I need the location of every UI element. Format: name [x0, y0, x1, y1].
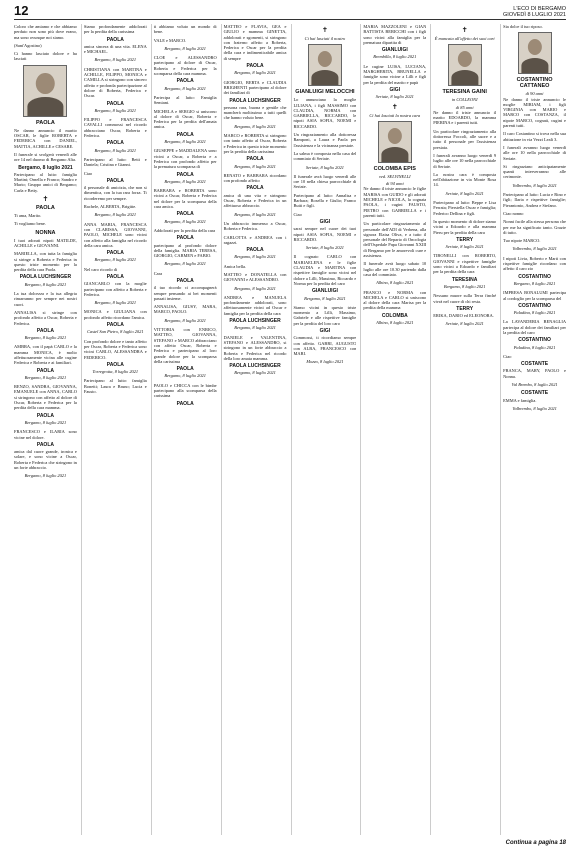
- notice-sig: GIGI: [389, 86, 401, 93]
- column-6: [360, 24, 426, 835]
- notice-age: di 90 anni: [525, 91, 544, 97]
- notice-text: VALE e MARCO.: [153, 37, 187, 43]
- notice-text: CHRISTIANA con MARTINA e ACHILLE, FILIPPO, MONICA e CAMILLA si stringono con sincero affetto e profonda partecipazione al dolore di Roberta, Federica e Oscar.: [83, 66, 147, 99]
- notice-text: La nostra cara è composta nell'abitazione in via Monte Rosa 14.: [433, 171, 497, 188]
- cross-icon: ✝: [42, 195, 49, 204]
- notice-date: Albino, 8 luglio 2021: [376, 319, 414, 325]
- notice-text: CARLOTTA e ANDREA con i ragazzi.: [223, 234, 287, 245]
- notice-text: La salma è composta nella casa del commiato di Seriate.: [293, 150, 357, 162]
- notice-text: Con profondo dolore e tanto affetto per Oscar, Roberta e Federica sono vicini CARLO, ALESSANDRA e FEDERICO.: [83, 338, 147, 360]
- notice-text: persona rara, buona e gentile che mancherà moltissimo a tutti quelli che hanno voluto bene.: [223, 104, 287, 121]
- notice-sig: PAOLA: [106, 273, 124, 280]
- notice-text: ANDREA e MANUELA profondamente addolorati, sono affettuosamente vicini ad Oscar e famiglia per la perdita della cara: [223, 294, 287, 316]
- notice-text: il tuo ricordo ci accompagnerà sempre pensando ai bei momenti passati insieme.: [153, 285, 217, 301]
- notice-date: Bergamo, 8 luglio 2021: [234, 325, 276, 331]
- portrait-photo: [518, 32, 552, 74]
- notice-text: VITTORIA con ENRICO, MATTEO, GIOVANNA, STEFANO e MARCO abbracciano con affetto Oscar, Roberta e Federica e partecipano al loro grande dolore per la scomparsa della carissima: [153, 327, 217, 364]
- portrait-body: [381, 147, 408, 162]
- notice-date: Bergamo, 8 luglio 2021: [164, 85, 206, 91]
- notice-text: amica di una vita e stringono Oscar, Roberta e Federica in un affettuoso abbraccio.: [223, 192, 287, 209]
- notice-text: ti abbiamo voluto un mondo di bene.: [153, 24, 217, 35]
- portrait-photo: [448, 44, 482, 86]
- notice-date: Bergamo, 8 luglio 2021: [94, 147, 137, 153]
- notice-date: Bergamo, 8 luglio 2021: [234, 285, 276, 291]
- column-5: [291, 24, 357, 835]
- portrait-body: [451, 70, 478, 85]
- notice-sig: PAOLA: [36, 412, 54, 419]
- notice-sig: PAOLA: [176, 366, 194, 373]
- portrait-head: [527, 39, 541, 55]
- notice-date: Bergamo, 8 luglio 2021: [94, 257, 137, 263]
- notice-date: Bergamo, 8 luglio 2021: [164, 178, 206, 184]
- notice-text: Il cognato CARLO con MARIAELENA e le figlie CLAUDIA e MARTINA con rispettive famiglie sono vicini nel dolore a Lilli, Massimo, Riccardo e Norma per la perdita del caro: [293, 254, 357, 286]
- notice-date: Bergamo, 8 luglio 2021: [24, 419, 67, 425]
- cross-icon: ✝: [322, 26, 328, 34]
- notice-sig: TERRY: [456, 305, 474, 312]
- notice-text: Siamo vicini in questo triste momento a Lilli, Massimo, Gabriele e alle rispettive famiglie per la perdita del loro caro: [293, 304, 357, 326]
- notice-text: ANNALISA si stringe con profondo affetto a Oscar, Roberta e Federica.: [14, 309, 77, 326]
- notice-text: Ti ama, Marito.: [14, 213, 42, 219]
- column-4: [221, 24, 287, 835]
- notice-date: Bergamo, 8 luglio 2021: [234, 70, 276, 76]
- notice-sig: TERESINA: [452, 276, 478, 283]
- portrait-head: [36, 73, 54, 94]
- notice-text: Amica bella.: [223, 263, 247, 269]
- portrait-head: [458, 51, 472, 67]
- notice-sig: PAOLA: [106, 140, 124, 147]
- notice-text: Partecipano al lutto: Annalisa e Barbara; Rosella e Giulio; Franco Butti e figli.: [293, 192, 357, 209]
- notice-text: Lo annunciano la moglie LILIANA, i figli MASSIMO con CLAUDIA, NORMA con GABRIELLA, RICCARDO, le nipoti ASIA SOFIA, NOEMI e RICCARDO.: [293, 97, 357, 129]
- notice-text: Ciao: [503, 353, 512, 359]
- notice-sig: PAOLA LUCHSINGER: [229, 363, 281, 370]
- notice-text: DANIELE e VALENTINA, STEFANO e ALESSANDRO, si stringono in un forte abbraccio a Roberta e Federica nel ricordo della loro amata mamma.: [223, 334, 287, 361]
- notice-text: In questo momento di dolore siamo vicini a Edoardo e alla mamma Pieru per la perdita della cara: [433, 218, 497, 235]
- notice-text: Un abbraccio immenso a Oscar, Roberta e Federica.: [223, 220, 287, 232]
- notice-date: Bergamo, 8 luglio 2021: [164, 261, 206, 267]
- notice-sig: TERRY: [456, 236, 474, 243]
- notice-text: Partecipano al lutto: Beppe e Lisa Ferrata; Pierstella Oscar e famiglia; Federico Dellina e figli.: [433, 200, 497, 216]
- notice-small-title: Ci hai lasciati la nostra cara: [369, 112, 421, 118]
- notice-text: Commossi, ti ricordiamo sempre con affetto. GABRI, AUGUSTO con ALBA, FRANCESCO con MARI.: [293, 335, 357, 357]
- notice-date: Bergamo, 8 luglio 2021: [234, 370, 276, 376]
- notice-text: Ne danno il triste annuncio il marito EDOARDO, la mamma PIERINA e i parenti tutti.: [433, 109, 497, 126]
- notice-text: FRANCESCO e ILARIA sono vicine nel dolore.: [14, 429, 77, 440]
- notice-sig: PAOLA: [176, 400, 194, 407]
- notice-date: Bergamo, 8 luglio 2021: [94, 57, 137, 63]
- notice-text: FRANCA, MARY, PAOLO e Nonna.: [503, 368, 566, 379]
- notice-date: Bergamo, 8 luglio 2021: [164, 45, 206, 51]
- notice-date: Bergamo, 8 luglio 2021: [304, 295, 346, 301]
- portrait-body: [311, 70, 338, 85]
- notice-date: Bergamo, 8 luglio 2021: [94, 212, 137, 218]
- masthead: [503, 6, 566, 18]
- notice-text: Partecipano al lutto: famiglia Martini; Ornella e Franco; Sandro e Mario; Gruppo amici di Bergamo; Carla e Betty.: [14, 171, 77, 193]
- notice-date: Bergamo, 8 luglio 2021: [443, 283, 486, 289]
- notice-text: CLOE e ALESSANDRO partecipano al dolore di Oscar, Roberta e Federica per la scomparsa della cara mamma.: [153, 55, 217, 77]
- notice-text: La tua dolcezza e la tua allegria rimarranno per sempre nei nostri cuori.: [14, 291, 77, 307]
- notice-date: Bergamo, 8 luglio 2021: [164, 218, 206, 224]
- notice-text: Ne danno il triste annuncio le moglie MIRIAM, i figli VIRGINIA con MARIO e MARCO con COSTANZA, il nipote MARCO, cognati, cugini e parenti tutti.: [503, 96, 566, 129]
- notice-text: amica dal cuore grande, ironica e solare, e sono vicine a Oscar, Roberta e Federica che stringono in un forte abbraccio.: [14, 449, 77, 471]
- notice-text: Ciao: [293, 211, 302, 217]
- notice-sig: PAOLA: [176, 78, 194, 85]
- portrait-head: [318, 51, 332, 67]
- notice-text: Un particolare ringraziamento alla dottoressa Foccoli, alle suore e a tutto il personale per l'assistenza prestata.: [433, 128, 497, 150]
- notice-sig: PAOLA: [176, 131, 194, 138]
- notice-text: Ne danno il triste annuncio le figlie MARISA con GUIDO e gli adorati MICHELE e NICOLA, la cognata PAOLA, i cugini FAUSTO, PIETRO con GABRIELLA e i parenti tutti.: [363, 186, 427, 218]
- notice-date: Bergamo, 8 luglio 2021: [164, 373, 206, 379]
- notice-date: Bergamo, 8 luglio 2021: [234, 163, 276, 169]
- notice-text: Ciao nonno: [503, 210, 524, 216]
- page-header: [14, 3, 566, 20]
- notice-text: MICHELA e SERGIO si uniscono al dolore di Oscar, Roberta e Federica per la perdita dell'amata amica.: [153, 108, 217, 130]
- notice-date: Bergamo, 8 luglio 2021: [234, 211, 276, 217]
- notice-text: FRANCO e NORMA con MICHELA e CARLO si uniscono al dolore della cara Marisa per la perdita della mamma: [363, 289, 427, 311]
- portrait-head: [388, 128, 402, 144]
- notice-text: I tuoi adorati nipoti MATILDE, ACHILLE e GIOVANNI.: [14, 237, 77, 248]
- notice-text: I nipoti Livia, Roberto e Marti con rispettive famiglie ricordano con affetto il caro zio: [503, 255, 566, 272]
- notice-text: I funerali avranno luogo venerdì 9 luglio alle ore 10 nella parrocchiale di Seriate.: [433, 152, 497, 169]
- notice-sig: COSTANTINO: [518, 302, 551, 309]
- notice-text: Coloro che amiamo e che abbiamo perduto non sono più dove erano, ma sono ovunque noi siamo.: [14, 24, 77, 40]
- notice-date: Bergamo, 8 luglio 2021: [164, 317, 206, 323]
- notice-sig: PAOLA: [106, 36, 124, 43]
- column-8: [500, 24, 566, 835]
- cross-icon: ✝: [461, 26, 468, 34]
- notice-text: BARBARA e ROBERTA sono vicini a Oscar, Roberta e Federica nel dolore per la scomparsa della cara amica.: [153, 188, 217, 210]
- notice-text: Si ringraziano anticipatamente quanti interverranno alle cerimonie.: [503, 163, 566, 180]
- notice-name: PAOLA: [36, 119, 55, 126]
- notice-date: Bergamo, 8 luglio 2021: [24, 473, 67, 479]
- notice-name: COSTANTINO CATTANEO: [516, 77, 553, 90]
- notice-text: RENZO, SANDRA, GIOVANNA, EMANUELE con ANNA, CARLO si stringono con affetto al dolore di Oscar, Roberta e Federica per la perdita della cara mamma.: [14, 384, 77, 411]
- notice-date: Valbrembo, 8 luglio 2021: [512, 405, 557, 411]
- notice-text: GIANCARLO con la moglie partecipano con affetto a Roberta e Federica.: [83, 281, 147, 297]
- notice-date: Seriate, 8 luglio 2021: [305, 245, 344, 251]
- notice-date: Paladina, 8 luglio 2021: [513, 344, 556, 350]
- notice-age: di 85 anni: [455, 104, 474, 110]
- notice-text: MATTEO e FLAVIA, GEA e GIULIO e mamma GINETTA, addolorati e sgomenti, si stringono con fraterno affetto a Roberta, Federica e Oscar per la perdita della cara e indimenticabile amica di sempre: [223, 24, 287, 61]
- notice-date: Castel San Pietro, 8 luglio 2021: [87, 329, 144, 335]
- notice-text: AMBRA, con il papà CARLO e la mamma MONICA, è molto affettuosamente vicina alle cugine Federica e Roberta e ai familiari.: [14, 344, 77, 366]
- notice-text: Il funerale avrà luogo venerdì alle ore 10 nella chiesa parrocchiale di Seriate.: [293, 173, 357, 190]
- notice-text: Addolorati per la perdita della cara: [153, 227, 216, 233]
- notice-sig: PAOLA: [106, 177, 124, 184]
- notice-sig: PAOLA: [106, 361, 124, 368]
- notice-text: (Sant'Agostino): [14, 42, 42, 48]
- notice-name: NONNA: [35, 229, 56, 236]
- notice-sig: Bergamo, 8 luglio 2021: [18, 164, 73, 171]
- notice-small-title: in COLLEONI: [451, 97, 478, 103]
- portrait-body: [521, 58, 548, 73]
- notice-date: Paladina, 8 luglio 2021: [513, 310, 556, 316]
- notice-text: Partecipa al lutto: Famiglia Semiani.: [153, 94, 217, 106]
- notice-text: Nessuno muore sulla Terra finché vivrà nel cuore di chi resta.: [433, 293, 497, 304]
- notice-text: il personale di amicizia, che non si dimentica, con la tua rara forza. Ti ricorderemo per sempre.: [83, 185, 147, 201]
- notice-date: Seriate, 8 luglio 2021: [445, 244, 484, 250]
- notice-sig: PAOLA: [246, 247, 264, 254]
- notice-date: Bergamo, 8 luglio 2021: [234, 254, 276, 260]
- notice-sig: COSTANTINO: [518, 337, 551, 344]
- column-3: [151, 24, 217, 835]
- column-2: [81, 24, 147, 835]
- notice-name: PAOLA: [36, 205, 55, 212]
- notice-text: PAOLO e CHICCA con le bimbe partecipano alla scomparsa della carissima: [153, 382, 217, 399]
- cross-icon: ✝: [391, 102, 398, 111]
- notice-text: Rachele, ALBERTA, Brigitte.: [83, 204, 137, 210]
- notice-text: Il funerale si svolgerà venerdì alle ore 14 nel duomo di Bergamo Alta.: [14, 151, 77, 163]
- notice-sig: PAOLA: [176, 235, 194, 242]
- notice-date: Brembilla, 8 luglio 2021: [373, 54, 417, 60]
- notice-text: GIUSEPPE e MADDALENA sono vicini a Oscar, a Roberta e a Federica con profondo affetto per la prematura scomparsa di: [153, 148, 217, 170]
- notice-text: I funerali avranno luogo venerdì alle ore 10 nella parrocchiale di Seriate.: [503, 144, 566, 161]
- notice-sig: PAOLA: [176, 211, 194, 218]
- notice-date: Val Brembo, 8 luglio 2021: [511, 382, 558, 388]
- notice-sig: GIGI: [319, 218, 331, 225]
- notice-sig: PAOLA LUCHSINGER: [229, 97, 281, 104]
- column-1: [14, 24, 77, 835]
- notice-sig: PAOLA: [36, 441, 54, 448]
- notice-small-title: È mancata all'affetto dei suoi cari: [434, 36, 495, 41]
- notice-text: amica sincera di una vita. ELENA e MICHAEL.: [83, 43, 147, 55]
- notice-text: RENATO e BARBARA ricordano con profondo affetto: [223, 172, 287, 184]
- notice-text: Il caro Costantino si trova nella sua abitazione in via Vezzi Leali 3.: [503, 131, 566, 142]
- notice-text: TIBONELLI con ROBERTO, GIOVANNI e rispettive famiglie sono vicini a Edoardo e familiari per la perdita della cara: [433, 253, 497, 275]
- notice-date: Bergamo, 8 luglio 2021: [94, 300, 137, 306]
- notice-sig: PAOLA: [246, 63, 264, 70]
- notice-text: Siamo profondamente addolorati per la perdita della carissima: [83, 24, 147, 35]
- issue-date: GIOVEDÌ 8 LUGLIO 2021: [503, 12, 566, 18]
- notice-sig: PAOLA: [246, 185, 264, 192]
- notice-small-title: ved. SELVINELLI: [379, 173, 411, 179]
- notice-text: Tuo nipote MARCO.: [503, 238, 541, 244]
- page-number: 12: [14, 3, 29, 18]
- notice-text: Un ringraziamento alla dottoressa Ramponi, a Laura e Paola per l'assistenza e la vicinanza prestate.: [293, 132, 357, 148]
- notice-text: sarai sempre nel cuore dei tuoi nipoti ASIA SOFIA, NOEMI e RICCARDO.: [293, 226, 357, 242]
- notice-date: Bergamo, 8 luglio 2021: [164, 139, 206, 145]
- notice-text: Ti vogliamo bene.: [14, 221, 46, 227]
- notice-text: MARIA MAZZOLENI e GIAN BATTISTA BERICCHI con i figli sono vicini alla famiglia per la prematura dipartita di: [363, 24, 427, 45]
- notice-date: Torregrotta, 8 luglio 2021: [92, 369, 139, 375]
- continue-note: Continua a pagina 18: [505, 840, 566, 846]
- notice-text: Nonni facile alla stessa persona che per me ha significato tanto. Grazie di tutto.: [503, 219, 566, 235]
- notice-text: Il funerale avrà luogo sabato 10 luglio alle ore 10.30 partendo dalla casa del commiato.: [363, 261, 427, 277]
- column-7: [430, 24, 496, 835]
- notice-sig: GIANLUIGI: [312, 288, 338, 295]
- notice-text: ANNALISA, GIUSY, MARA, MARCO, PAOLO.: [153, 304, 217, 315]
- notice-sig: PAOLA: [106, 322, 124, 329]
- notice-text: Ne danno annuncio il marito OSCAR, le figlie ROBERTA e FEDERICA con DANIEL, MATTIA, ACHILLE e CESARE.: [14, 127, 77, 149]
- notice-text: ANNA MARIA, FRANCESCA con CLARISSA, GIOVANNI, PAOLO, MICHELE sono vicini con affetto alla famiglia nel ricordo della cara amica.: [83, 221, 147, 248]
- notice-date: Bergamo, 8 luglio 2021: [234, 123, 276, 129]
- notice-date: Bergamo, 8 luglio 2021: [24, 281, 67, 287]
- notice-sig: PAOLA LUCHSINGER: [19, 274, 72, 281]
- notice-date: Seriate, 8 luglio 2021: [375, 94, 414, 100]
- notice-sig: PAOLA: [106, 250, 124, 257]
- notice-date: Mozzo, 8 luglio 2021: [306, 359, 344, 365]
- notice-date: Bergamo, 8 luglio 2021: [24, 374, 67, 380]
- notice-text: Le cugine LUISA, LUCIANA, MARGHERITA, BRUNELLA e famiglie sono vicine a Lilli e figli per la perdita del marito e papà: [363, 63, 427, 85]
- notice-text: La LAVANDERIA BENAGLIA partecipa al dolore dei familiari per la perdita del caro: [503, 319, 566, 335]
- notice-date: Seriate, 8 luglio 2021: [445, 321, 484, 327]
- portrait-photo: [308, 44, 342, 86]
- notice-text: Ci hanno lasciato dolore e ha lasciati: [14, 51, 77, 62]
- notice-date: Seriate, 8 luglio 2021: [305, 164, 344, 170]
- notice-sig: COSTANTE: [520, 390, 549, 397]
- notice-text: MARCO e ROBERTA si stringono con tanto affetto al Oscar, Roberta e Federica in questo triste momento per la perdita della carissima: [223, 133, 287, 154]
- notice-text: MONICA e GIULIANA con profondo affetto ricordano l'amica.: [83, 309, 147, 320]
- notice-date: Bergamo, 8 luglio 2021: [513, 280, 556, 286]
- notice-sig: PAOLA: [36, 367, 54, 374]
- notice-text: Ciao: [83, 170, 93, 176]
- notice-date: Albino, 8 luglio 2021: [376, 280, 414, 286]
- notice-sig: GIGI: [319, 327, 331, 334]
- notice-sig: COLOMBA: [381, 312, 408, 319]
- notice-date: Seriate, 8 luglio 2021: [445, 190, 484, 196]
- notice-sig: COSTANTE: [520, 361, 549, 368]
- notice-text: Un particolare ringraziamento al personale dell'ADI di Verbena, alla signora Elaisa Oliva, e a tutto il personale del Reparto di Oncologia dell'Ospedale Papa Giovanni XXIII di Bergamo per le amorevoli cure e assistenza.: [363, 221, 427, 259]
- notice-text: Partecipano al lutto: famiglia Bonetti; Laura e Bruno; Lucia e Fausto.: [83, 378, 147, 395]
- notice-text: EMMA e famiglia.: [503, 397, 537, 403]
- notice-name: GIANLUIGI MELOCCHI: [295, 89, 355, 96]
- notice-text: Partecipano al lutto: Betti e Daniela; Cristina e Gianni.: [83, 156, 147, 168]
- notice-age: di 94 anni: [385, 181, 404, 187]
- notice-text: FILIPPO e FRANCESCA CAVALLI commossi nel ricordo abbracciano Oscar, Roberta e Federica.: [83, 117, 147, 139]
- notice-sig: GIANLUIGI: [381, 47, 408, 54]
- notice-text: MARIELLA, con tutta la famiglia si stringe a Roberta e Federica in questo triste momento per la perdita della cara Paola.: [14, 251, 77, 273]
- notice-text: ERIKA, DARIO ed ELEONORA.: [433, 313, 494, 319]
- notice-name: TERESINA GAINI: [442, 89, 487, 96]
- notice-text: Nel caro ricordo di: [83, 266, 118, 272]
- notice-sig: PAOLA: [176, 277, 194, 284]
- notice-text: GIORGIO, BERTA e CLAUDIA BRIGHENTI partecipano al dolore dei familiari di: [223, 79, 287, 96]
- notice-sig: PAOLA: [176, 171, 194, 178]
- notice-text: Sia dolce il tuo riposo.: [503, 24, 543, 29]
- notice-date: Bergamo, 8 luglio 2021: [24, 335, 67, 341]
- notice-text: IMPRESA BONALUMI partecipa al cordoglio per la scomparsa del: [503, 290, 566, 301]
- notice-text: Partecipano al lutto: Lucia e Rino e figli; Ilaria e rispettive famiglie; Pierantonio, Andrea e Stefano.: [503, 192, 566, 208]
- notice-date: Bergamo, 8 luglio 2021: [94, 107, 137, 113]
- notice-text: partecipano al profondo dolore della famiglia. MARIA TERESA, GIORGIO, CARMEN e FABIO.: [153, 242, 217, 259]
- portrait-photo: [378, 121, 412, 163]
- notice-name: COLOMBA EPIS: [373, 165, 416, 172]
- notice-date: Valbrembo, 8 luglio 2021: [512, 182, 557, 188]
- notice-small-title: Ci hai lasciati il nostro: [304, 36, 346, 41]
- portrait-body: [28, 97, 63, 116]
- notice-sig: PAOLA: [36, 327, 54, 334]
- notice-sig: COSTANTINO: [518, 273, 551, 280]
- portrait-photo: [23, 65, 67, 117]
- notice-text: MATTEO e DONATELLA con GIOVANNI e ALESSANDRO.: [223, 271, 287, 283]
- notice-text: Cara: [153, 270, 163, 276]
- notice-sig: PAOLA: [246, 156, 264, 163]
- newspaper-name: L'ECO DI BERGAMO: [513, 6, 566, 12]
- notice-sig: PAOLA: [106, 100, 124, 107]
- notice-date: Valbrembo, 8 luglio 2021: [512, 246, 557, 252]
- obituary-columns: [14, 24, 566, 835]
- notice-sig: PAOLA LUCHSINGER: [229, 318, 281, 325]
